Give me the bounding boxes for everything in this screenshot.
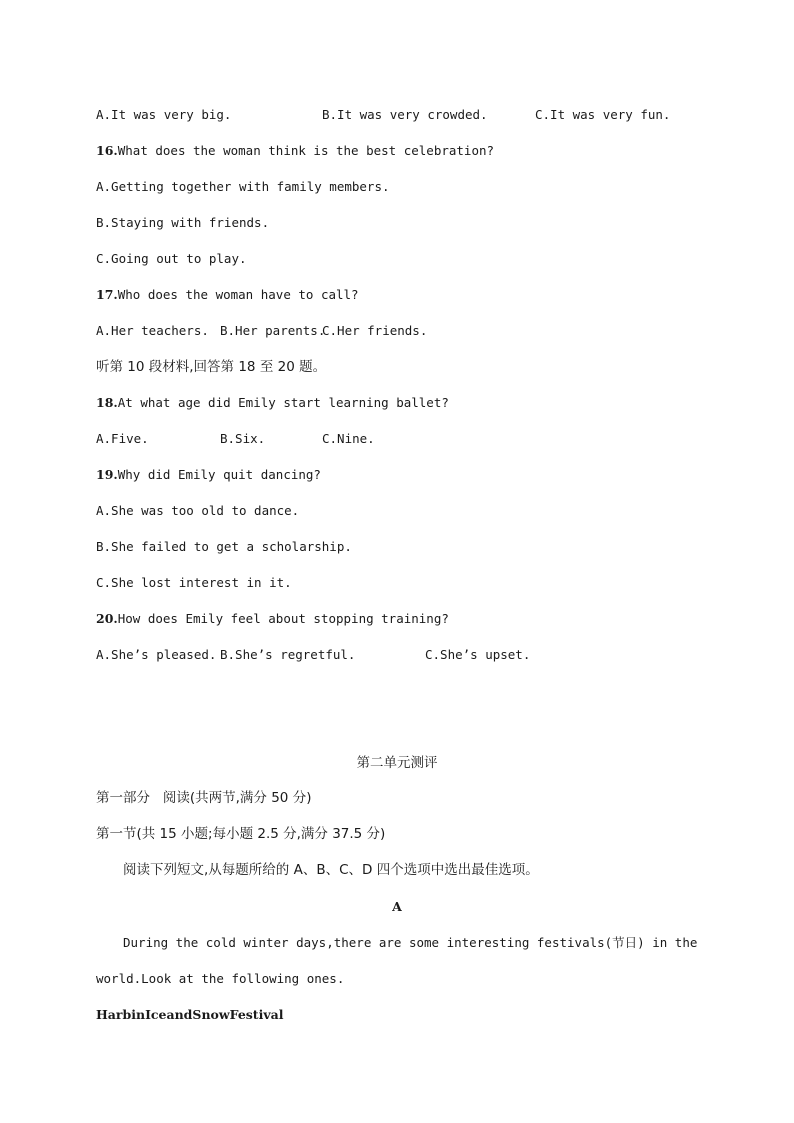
question-text: What does the woman think is the best celebration? (117, 143, 495, 158)
question-number: 19. (96, 467, 118, 482)
section-10-instruction: 听第 10 段材料,回答第 18 至 20 题。 (96, 359, 327, 375)
question-20 (96, 611, 449, 627)
question-text: How does Emily feel about stopping training? (117, 611, 449, 626)
q17-option-b: B.Her parents. (220, 323, 326, 338)
q18-option-b: B.Six. (220, 431, 266, 446)
question-18 (96, 395, 449, 411)
question-number: 16. (96, 143, 118, 158)
q15-option-c: C.It was very fun. (535, 107, 671, 122)
q16-option-c: C.Going out to play. (96, 251, 247, 266)
reading-instruction: 阅读下列短文,从每题所给的 A、B、C、D 四个选项中选出最佳选项。 (123, 862, 539, 878)
part-1-heading: 第一部分 阅读(共两节,满分 50 分) (96, 790, 312, 806)
festival-heading: HarbinIceandSnowFestival (96, 1007, 284, 1022)
q19-option-a: A.She was too old to dance. (96, 503, 300, 518)
q19-option-c: C.She lost interest in it. (96, 575, 292, 590)
question-number: 20. (96, 611, 118, 626)
question-16 (96, 143, 494, 159)
q18-option-a: A.Five. (96, 431, 149, 446)
q17-option-c: C.Her friends. (322, 323, 428, 338)
q18-option-c: C.Nine. (322, 431, 375, 446)
passage-line-1: During the cold winter days,there are some interesting festivals(节日) in the (123, 935, 698, 950)
q20-option-b: B.She’s regretful. (220, 647, 356, 662)
q17-option-a: A.Her teachers. (96, 323, 209, 338)
question-number: 17. (96, 287, 118, 302)
unit-title: 第二单元测评 (356, 755, 438, 771)
q20-option-c: C.She’s upset. (425, 647, 531, 662)
q15-option-b: B.It was very crowded. (322, 107, 488, 122)
question-17 (96, 287, 359, 303)
question-number: 18. (96, 395, 118, 410)
question-19 (96, 467, 321, 483)
section-1-heading: 第一节(共 15 小题;每小题 2.5 分,满分 37.5 分) (96, 826, 386, 842)
q19-option-b: B.She failed to get a scholarship. (96, 539, 352, 554)
question-text: At what age did Emily start learning ballet? (117, 395, 449, 410)
q16-option-a: A.Getting together with family members. (96, 179, 390, 194)
q15-option-a: A.It was very big. (96, 107, 232, 122)
passage-label: A (392, 899, 402, 914)
passage-line-2: world.Look at the following ones. (96, 971, 345, 986)
q16-option-b: B.Staying with friends. (96, 215, 270, 230)
question-text: Who does the woman have to call? (117, 287, 359, 302)
question-text: Why did Emily quit dancing? (117, 467, 321, 482)
q20-option-a: A.She’s pleased. (96, 647, 217, 662)
